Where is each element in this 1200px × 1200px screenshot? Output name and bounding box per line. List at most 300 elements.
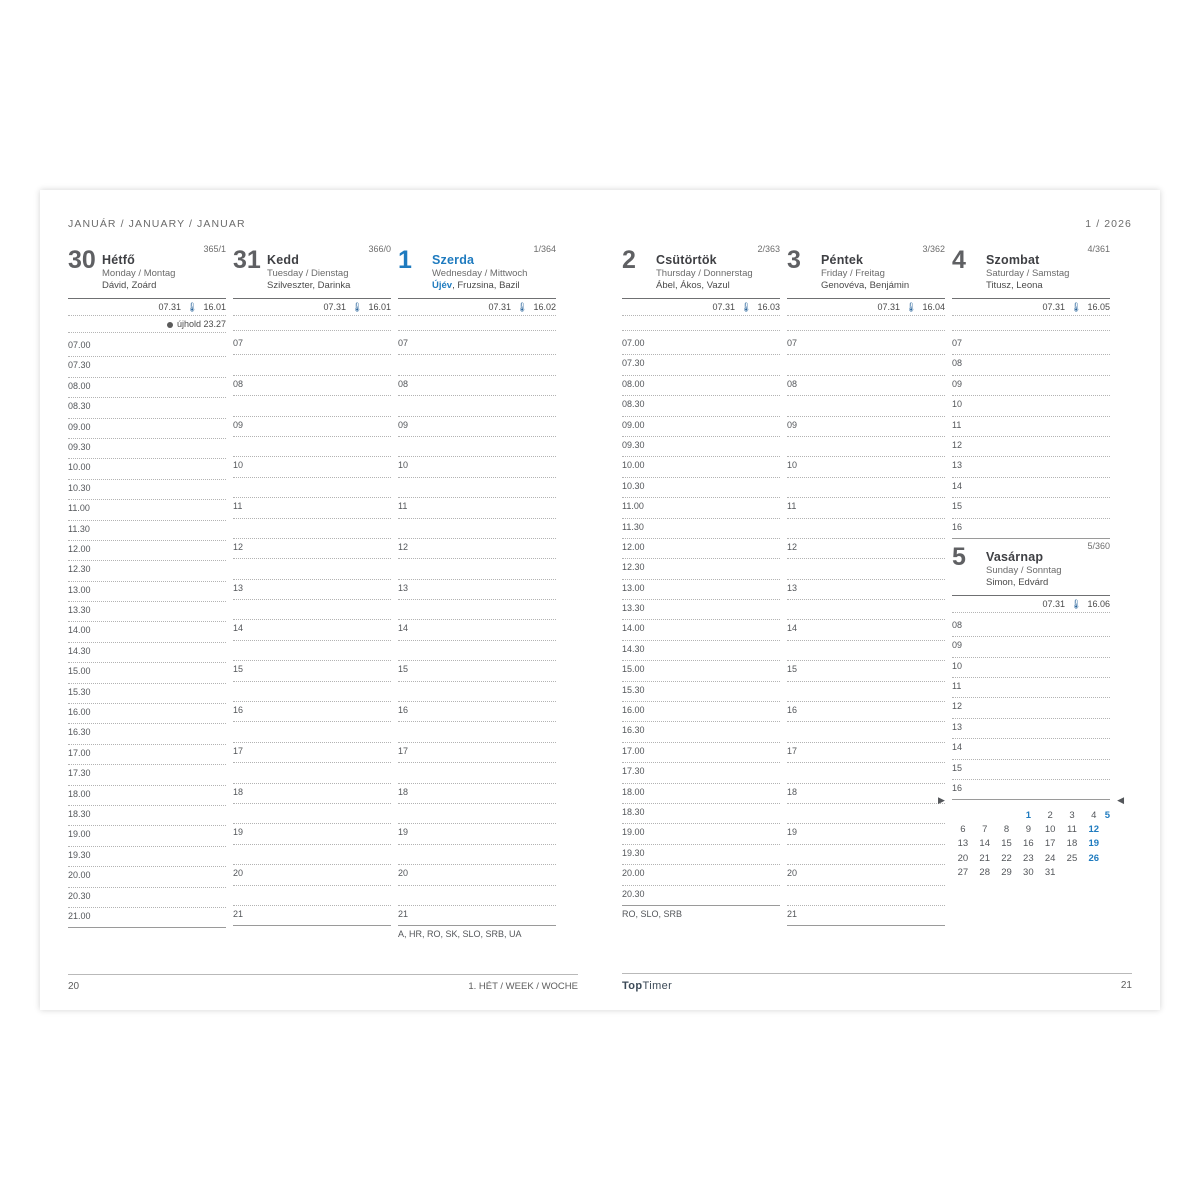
hour-row[interactable]: 08 — [952, 355, 1110, 375]
day-header-31 — [233, 244, 391, 296]
hour-row[interactable] — [233, 437, 391, 457]
hour-row[interactable] — [787, 437, 945, 457]
hour-row[interactable] — [398, 682, 556, 702]
mini-cal-cell[interactable]: 6 — [960, 824, 966, 836]
hour-row[interactable]: 13.30 — [622, 600, 780, 620]
hour-row[interactable]: 11 — [952, 678, 1110, 698]
mini-cal-cell[interactable]: 29 — [1001, 866, 1012, 878]
hour-row[interactable]: 16 — [233, 702, 391, 722]
hour-row[interactable]: 08 — [233, 376, 391, 396]
hour-row[interactable]: 09 — [787, 417, 945, 437]
hour-row[interactable]: 17.30 — [68, 765, 226, 785]
hour-row[interactable]: 18 — [398, 784, 556, 804]
hour-row[interactable]: 21 — [787, 906, 945, 926]
spacer-line — [398, 316, 556, 331]
hour-row[interactable]: 15 — [787, 661, 945, 681]
hour-row[interactable]: 09 — [233, 417, 391, 437]
hour-row[interactable] — [398, 763, 556, 783]
hour-row[interactable]: 07.30 — [622, 355, 780, 375]
hour-row[interactable] — [398, 478, 556, 498]
hour-row[interactable]: 07 — [398, 335, 556, 355]
hour-row[interactable]: 07.00 — [68, 337, 226, 357]
day-index: 4/361 — [1087, 244, 1110, 254]
hour-row[interactable] — [233, 804, 391, 824]
hour-row[interactable]: 07.00 — [622, 335, 780, 355]
hour-row[interactable]: 18 — [787, 784, 945, 804]
mini-cal-cell[interactable]: 5 — [1104, 810, 1110, 822]
hour-row[interactable]: 09 — [398, 417, 556, 437]
hour-row[interactable]: 15.30 — [68, 684, 226, 704]
day-header-3 — [787, 244, 945, 296]
day-column-4-5 — [938, 244, 1124, 947]
hour-row[interactable]: 19.30 — [68, 847, 226, 867]
hour-row[interactable] — [233, 396, 391, 416]
hour-row[interactable]: 16 — [952, 519, 1110, 539]
mini-cal-cell[interactable] — [1083, 865, 1105, 879]
hour-row[interactable] — [787, 559, 945, 579]
sunset-icon: 🌡 — [351, 302, 363, 312]
mini-cal-cell[interactable]: 23 — [1023, 852, 1034, 864]
hour-row[interactable]: 15 — [952, 760, 1110, 780]
sunset-icon: 🌡 — [1070, 598, 1082, 609]
hour-row[interactable]: 08.30 — [68, 398, 226, 418]
day-header-5-block — [952, 541, 1110, 801]
hour-row[interactable]: 19.30 — [622, 845, 780, 865]
mini-cal-cell[interactable]: 19 — [1088, 838, 1100, 850]
hour-row[interactable]: 09 — [952, 376, 1110, 396]
hour-row[interactable]: 14 — [952, 739, 1110, 759]
hour-row[interactable]: 10.30 — [68, 480, 226, 500]
hour-row[interactable] — [233, 682, 391, 702]
hour-row[interactable]: 19.00 — [68, 826, 226, 846]
hour-row[interactable] — [233, 478, 391, 498]
hour-row[interactable]: 18.00 — [622, 784, 780, 804]
hour-row[interactable]: 16.00 — [622, 702, 780, 722]
day-name: Vasárnap — [986, 549, 1044, 564]
sunset-time: 16.04 — [922, 302, 945, 312]
sun-times-30 — [68, 299, 226, 316]
hour-list-31 — [233, 335, 391, 947]
hour-row[interactable]: 14 — [233, 620, 391, 640]
sunset-icon: 🌡 — [186, 302, 198, 312]
hour-row[interactable] — [398, 804, 556, 824]
hour-row[interactable]: 13.00 — [622, 580, 780, 600]
mini-cal-cell[interactable]: 17 — [1044, 838, 1056, 850]
mini-cal-cell[interactable]: 22 — [1001, 852, 1012, 864]
mini-cal-cell[interactable]: 10 — [1044, 824, 1056, 836]
hour-row[interactable]: 13 — [787, 580, 945, 600]
hour-row[interactable]: 07.30 — [68, 357, 226, 377]
hour-row[interactable]: 08.00 — [622, 376, 780, 396]
mini-cal-cell[interactable]: 18 — [1066, 838, 1078, 850]
hour-list-4 — [952, 335, 1110, 539]
sunset-time: 16.06 — [1087, 598, 1110, 609]
day-note: RO, SLO, SRB — [622, 908, 683, 919]
hour-row[interactable]: 15.30 — [622, 682, 780, 702]
sunset-icon: 🌡 — [1070, 302, 1082, 312]
hour-row[interactable] — [787, 682, 945, 702]
mini-cal-cell[interactable]: 4 — [1091, 810, 1097, 822]
mini-cal-cell[interactable] — [996, 808, 1018, 822]
hour-row[interactable]: 09.00 — [622, 417, 780, 437]
hour-row[interactable]: 10.00 — [622, 457, 780, 477]
sunrise-time: 07.31 — [1042, 302, 1065, 312]
hour-row[interactable] — [398, 355, 556, 375]
sunrise-time: 07.31 — [323, 302, 346, 312]
hour-row[interactable]: 17.00 — [68, 745, 226, 765]
mini-cal-cell[interactable] — [974, 808, 996, 822]
mini-calendar[interactable] — [938, 795, 1124, 879]
sun-times-3 — [787, 299, 945, 316]
hour-row[interactable] — [787, 763, 945, 783]
mini-calendar-row — [952, 823, 1110, 837]
hour-row[interactable]: 10.00 — [68, 459, 226, 479]
sunset-icon: 🌡 — [516, 302, 528, 312]
hour-row[interactable]: 20.30 — [68, 888, 226, 908]
mini-cal-cell[interactable]: 30 — [1023, 866, 1034, 878]
mini-cal-cell[interactable]: 15 — [1001, 838, 1012, 850]
day-column-1 — [398, 244, 556, 949]
day-number: 1 — [398, 246, 412, 274]
mini-cal-cell[interactable]: 9 — [1025, 824, 1031, 836]
hour-row[interactable] — [233, 886, 391, 906]
hour-row[interactable]: 12 — [952, 698, 1110, 718]
hour-row[interactable]: 13.00 — [68, 582, 226, 602]
spacer-line — [787, 316, 945, 331]
hour-row[interactable]: 14 — [398, 620, 556, 640]
hour-row[interactable]: 16.30 — [622, 722, 780, 742]
hour-row[interactable]: 13 — [952, 719, 1110, 739]
day-name: Szombat — [986, 253, 1040, 267]
day-name-translations: Tuesday / Dienstag — [267, 268, 349, 279]
mini-cal-cell[interactable]: 2 — [1047, 810, 1053, 822]
day-namedays: Dávid, Zoárd — [102, 280, 157, 291]
hour-row[interactable]: 07 — [952, 335, 1110, 355]
day-name-translations: Friday / Freitag — [821, 268, 885, 279]
day-name: Szerda — [432, 253, 475, 267]
hour-row[interactable]: 11 — [787, 498, 945, 518]
day-header-2 — [622, 244, 780, 296]
hour-row[interactable]: 08.00 — [68, 378, 226, 398]
sunrise-time: 07.31 — [1042, 598, 1065, 609]
day-name: Csütörtök — [656, 253, 717, 267]
hour-row[interactable] — [398, 641, 556, 661]
hour-row[interactable]: 08 — [952, 617, 1110, 637]
hour-row[interactable]: 12 — [787, 539, 945, 559]
hour-row[interactable]: 17 — [398, 743, 556, 763]
spacer-line — [233, 316, 391, 331]
hour-row[interactable] — [787, 886, 945, 906]
hour-row[interactable]: 11.00 — [622, 498, 780, 518]
day-namedays: Simon, Edvárd — [986, 576, 1049, 588]
hour-row[interactable]: 11.00 — [68, 500, 226, 520]
hour-list-5 — [952, 617, 1110, 801]
week-label: 1. HÉT / WEEK / WOCHE — [468, 981, 578, 992]
hour-row[interactable]: 14.30 — [68, 643, 226, 663]
day-column-30 — [68, 244, 226, 949]
day-name-translations: Wednesday / Mittwoch — [432, 268, 528, 279]
day-header-1 — [398, 244, 556, 296]
hour-row[interactable]: 14.00 — [622, 620, 780, 640]
sunset-time: 16.01 — [203, 302, 226, 312]
hour-row[interactable]: 17 — [787, 743, 945, 763]
mini-cal-cell[interactable]: 3 — [1069, 810, 1075, 822]
hour-row[interactable] — [233, 641, 391, 661]
hour-row[interactable]: 12.00 — [68, 541, 226, 561]
hour-row[interactable]: 13.30 — [68, 602, 226, 622]
mini-cal-cell[interactable] — [952, 808, 974, 822]
day-namedays — [432, 280, 556, 291]
hour-row[interactable]: 21 — [398, 906, 556, 926]
mini-calendar-row — [952, 851, 1110, 865]
mini-cal-cell[interactable]: 13 — [957, 838, 969, 850]
hour-row[interactable]: 20.00 — [68, 867, 226, 887]
hour-row[interactable] — [398, 519, 556, 539]
hour-row[interactable] — [398, 559, 556, 579]
hour-row[interactable]: 13 — [233, 580, 391, 600]
day-number: 31 — [233, 246, 261, 274]
holiday-label: Újév — [432, 280, 453, 291]
next-month-arrow-icon[interactable]: ◀ — [1117, 795, 1124, 806]
hour-row[interactable]: 14.00 — [68, 622, 226, 642]
hour-list-1 — [398, 335, 556, 947]
hour-row[interactable]: 16.00 — [68, 704, 226, 724]
hour-row[interactable]: 15.00 — [68, 663, 226, 683]
mini-cal-cell[interactable]: 31 — [1044, 866, 1056, 878]
hour-row[interactable] — [787, 355, 945, 375]
hour-row[interactable]: 18.30 — [68, 806, 226, 826]
hour-row[interactable]: 10 — [398, 457, 556, 477]
mini-cal-cell[interactable]: 12 — [1088, 824, 1100, 836]
hour-row[interactable] — [398, 437, 556, 457]
day-number: 2 — [622, 246, 636, 274]
hour-row[interactable]: 16 — [398, 702, 556, 722]
mini-cal-cell[interactable]: 20 — [957, 852, 969, 864]
moon-phase-line — [68, 316, 226, 333]
hour-row[interactable]: 14 — [787, 620, 945, 640]
hour-row[interactable]: 20 — [233, 865, 391, 885]
hour-row[interactable]: 17 — [233, 743, 391, 763]
brand-top: Top — [622, 980, 643, 992]
hour-row[interactable]: 15.00 — [622, 661, 780, 681]
brand-logo — [622, 980, 672, 992]
mini-cal-cell[interactable]: 24 — [1044, 852, 1056, 864]
mini-cal-cell[interactable]: 8 — [1003, 824, 1010, 836]
diary-spread — [40, 190, 1160, 1010]
hour-row[interactable]: 14 — [952, 478, 1110, 498]
day-name: Péntek — [821, 253, 864, 267]
mini-calendar-row — [952, 865, 1110, 879]
hour-row[interactable]: 18.00 — [68, 786, 226, 806]
hour-row[interactable]: 19 — [233, 824, 391, 844]
left-page — [40, 190, 600, 1010]
hour-row[interactable]: 12 — [952, 437, 1110, 457]
hour-row[interactable] — [787, 600, 945, 620]
hour-row[interactable]: 17.00 — [622, 743, 780, 763]
hour-row[interactable]: 18 — [233, 784, 391, 804]
day-column-3 — [787, 244, 945, 947]
right-page — [600, 190, 1160, 1010]
prev-month-arrow-icon[interactable]: ▶ — [938, 795, 945, 806]
hour-row[interactable]: 10.30 — [622, 478, 780, 498]
hour-row[interactable]: 17.30 — [622, 763, 780, 783]
hour-row[interactable] — [233, 559, 391, 579]
mini-cal-cell[interactable]: 1 — [1025, 810, 1031, 822]
brand-bottom: Timer — [642, 980, 673, 992]
day-number: 4 — [952, 246, 966, 274]
hour-row[interactable] — [233, 845, 391, 865]
hour-row[interactable]: 10 — [952, 658, 1110, 678]
day-index: 5/360 — [1087, 540, 1110, 551]
hour-row[interactable]: 14.30 — [622, 641, 780, 661]
mini-cal-cell[interactable]: 28 — [979, 866, 990, 878]
hour-row[interactable] — [398, 722, 556, 742]
day-namedays: Titusz, Leona — [986, 280, 1043, 291]
day-namedays: Szilveszter, Darinka — [267, 280, 351, 291]
hour-row[interactable]: 09.30 — [622, 437, 780, 457]
left-footer — [68, 974, 578, 992]
hour-row[interactable]: 16.30 — [68, 724, 226, 744]
hour-row[interactable] — [787, 519, 945, 539]
hour-row[interactable] — [398, 886, 556, 906]
hour-row[interactable]: 16 — [952, 780, 1110, 800]
day-header-30 — [68, 244, 226, 296]
hour-row[interactable]: 10 — [787, 457, 945, 477]
mini-cal-cell[interactable]: 11 — [1067, 824, 1077, 836]
hour-row[interactable]: 09 — [952, 637, 1110, 657]
mini-cal-cell[interactable]: 27 — [957, 866, 969, 878]
sunset-time: 16.03 — [757, 302, 780, 312]
hour-row[interactable]: 10 — [952, 396, 1110, 416]
sunrise-time: 07.31 — [158, 302, 181, 312]
day-number: 5 — [952, 542, 966, 571]
day-name: Hétfő — [102, 253, 135, 267]
hour-row[interactable] — [398, 845, 556, 865]
day-name-translations: Sunday / Sonntag — [986, 564, 1062, 576]
hour-row[interactable]: 12.30 — [68, 561, 226, 581]
day-index: 366/0 — [368, 244, 391, 254]
page-number-right: 21 — [1120, 980, 1132, 991]
hour-row[interactable] — [233, 355, 391, 375]
sun-times-1 — [398, 299, 556, 316]
hour-row[interactable]: 12.00 — [622, 539, 780, 559]
day-index: 1/364 — [533, 244, 556, 254]
day-index: 365/1 — [203, 244, 226, 254]
hour-row[interactable]: 11 — [233, 498, 391, 518]
spacer-line — [952, 316, 1110, 331]
hour-row[interactable]: 21 — [233, 906, 391, 926]
hour-row[interactable] — [233, 519, 391, 539]
hour-row[interactable] — [398, 600, 556, 620]
hour-row[interactable] — [233, 722, 391, 742]
hour-row[interactable]: 12 — [398, 539, 556, 559]
day-header-5 — [952, 541, 1110, 593]
hour-row[interactable]: 20.00 — [622, 865, 780, 885]
hour-row[interactable]: 19 — [398, 824, 556, 844]
hour-row[interactable] — [787, 845, 945, 865]
sunset-icon: 🌡 — [740, 302, 752, 312]
mini-cal-cell[interactable]: 16 — [1023, 838, 1034, 850]
right-footer — [622, 973, 1132, 992]
hour-row[interactable]: 08.30 — [622, 396, 780, 416]
hour-row[interactable]: 10 — [233, 457, 391, 477]
hour-row[interactable]: 15 — [952, 498, 1110, 518]
hour-row[interactable]: 13 — [952, 457, 1110, 477]
hour-row[interactable]: 16 — [787, 702, 945, 722]
hour-row[interactable]: 08 — [787, 376, 945, 396]
hour-row[interactable]: 15 — [398, 661, 556, 681]
sunset-time: 16.05 — [1087, 302, 1110, 312]
hour-row[interactable]: 11.30 — [622, 519, 780, 539]
hour-row[interactable]: 09.30 — [68, 439, 226, 459]
sunrise-time: 07.31 — [712, 302, 735, 312]
hour-row[interactable]: 11.30 — [68, 521, 226, 541]
period-header: 1 / 2026 — [1085, 218, 1132, 230]
hour-row[interactable] — [787, 804, 945, 824]
sunset-time: 16.01 — [368, 302, 391, 312]
day-note — [68, 928, 226, 948]
hour-row[interactable] — [787, 478, 945, 498]
hour-row[interactable] — [787, 641, 945, 661]
hour-row[interactable]: 13 — [398, 580, 556, 600]
hour-row[interactable]: 21.00 — [68, 908, 226, 928]
day-namedays: Genovéva, Benjámin — [821, 280, 910, 291]
mini-cal-cell[interactable] — [1061, 865, 1083, 879]
hour-row[interactable]: 11 — [398, 498, 556, 518]
hour-row[interactable] — [233, 763, 391, 783]
sunset-time: 16.02 — [533, 302, 556, 312]
mini-cal-cell[interactable]: 7 — [982, 824, 988, 836]
sunrise-time: 07.31 — [877, 302, 900, 312]
hour-row[interactable]: 12 — [233, 539, 391, 559]
sun-times-4 — [952, 299, 1110, 316]
hour-list-30 — [68, 337, 226, 949]
day-index: 2/363 — [757, 244, 780, 254]
page-number-left: 20 — [68, 981, 80, 992]
month-header: JANUÁR / JANUARY / JANUAR — [68, 218, 246, 230]
hour-row[interactable]: 19.00 — [622, 824, 780, 844]
mini-cal-cell[interactable]: 21 — [979, 852, 990, 864]
hour-row[interactable] — [787, 396, 945, 416]
mini-cal-cell[interactable]: 26 — [1088, 852, 1100, 864]
hour-row[interactable]: 15 — [233, 661, 391, 681]
hour-row[interactable]: 07 — [787, 335, 945, 355]
hour-row[interactable] — [233, 600, 391, 620]
mini-cal-cell[interactable]: 14 — [979, 838, 990, 850]
hour-row[interactable]: 19 — [787, 824, 945, 844]
hour-row[interactable]: 11 — [952, 417, 1110, 437]
right-day-columns — [622, 244, 1132, 947]
day-column-2 — [622, 244, 780, 947]
hour-row[interactable]: 08 — [398, 376, 556, 396]
day-name-translations: Monday / Montag — [102, 268, 176, 279]
hour-row[interactable]: 09.00 — [68, 419, 226, 439]
day-name: Kedd — [267, 253, 300, 267]
mini-calendar-row — [952, 837, 1110, 851]
hour-row[interactable]: 18.30 — [622, 804, 780, 824]
mini-cal-cell[interactable]: 25 — [1066, 852, 1078, 864]
hour-row[interactable]: 20 — [787, 865, 945, 885]
hour-row[interactable]: 12.30 — [622, 559, 780, 579]
mini-calendar-row — [952, 808, 1110, 822]
hour-row[interactable]: 20.30 — [622, 886, 780, 906]
moon-phase-text: újhold 23.27 — [176, 319, 226, 329]
hour-row[interactable] — [398, 396, 556, 416]
sun-times-31 — [233, 299, 391, 316]
hour-row[interactable]: 07 — [233, 335, 391, 355]
hour-row[interactable]: 20 — [398, 865, 556, 885]
hour-row[interactable] — [787, 722, 945, 742]
